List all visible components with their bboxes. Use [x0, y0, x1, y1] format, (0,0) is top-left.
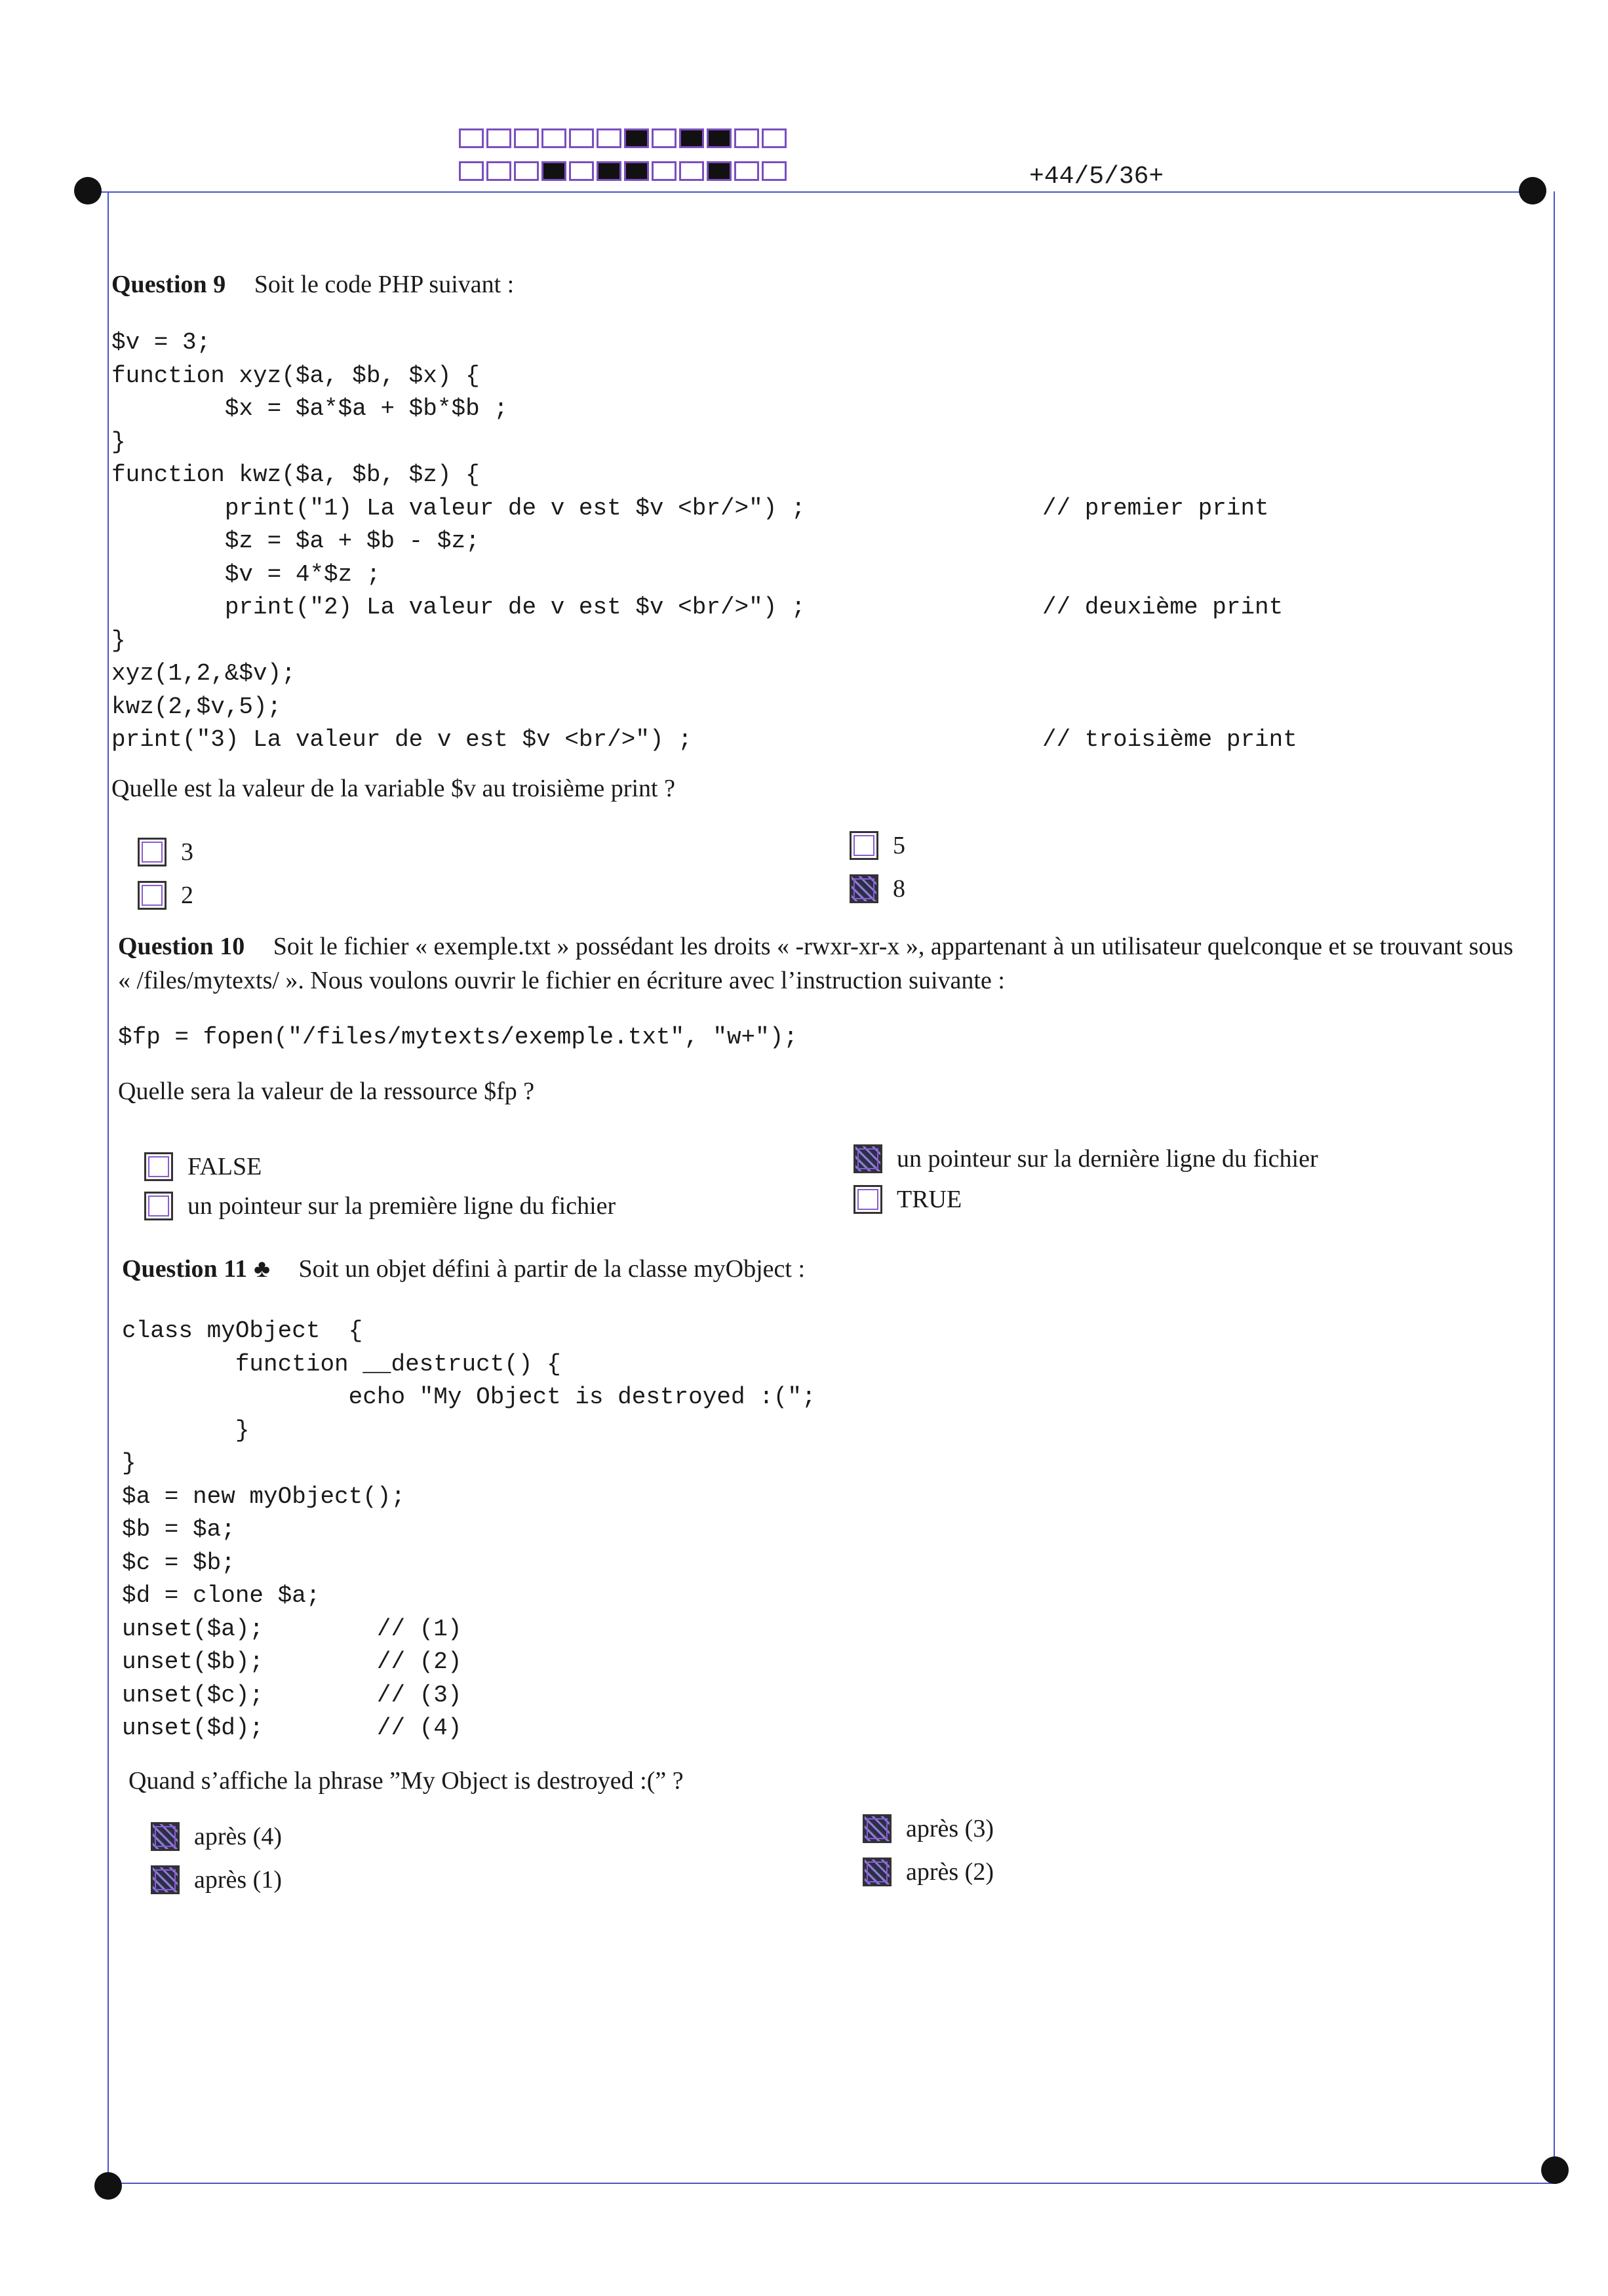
code-line: } — [122, 1450, 136, 1477]
id-code-cell — [514, 128, 539, 148]
id-code-cell — [514, 161, 539, 181]
id-code-cell — [624, 161, 649, 181]
page-id: +44/5/36+ — [1029, 163, 1164, 191]
code-line: $d = clone $a; — [122, 1582, 321, 1609]
answer-option[interactable]: après (4) — [151, 1822, 282, 1851]
code-line: unset($b); // (2) — [122, 1648, 462, 1675]
answer-option[interactable]: après (2) — [863, 1858, 994, 1886]
id-code-cell — [597, 128, 621, 148]
id-code-cell — [486, 128, 511, 148]
question-10-code: $fp = fopen("/files/mytexts/exemple.txt", "w+"); — [118, 1024, 798, 1051]
question-9-text: Soit le code PHP suivant : — [254, 271, 515, 298]
checkbox[interactable] — [144, 1192, 173, 1220]
question-9-label: Question 9 — [111, 271, 226, 298]
id-code-cell — [569, 161, 594, 181]
corner-mark-top-left — [74, 177, 102, 204]
id-code-cell — [459, 128, 484, 148]
id-code-cell — [624, 128, 649, 148]
answer-option[interactable]: 5 — [850, 831, 905, 860]
checkbox[interactable] — [863, 1814, 892, 1843]
checkbox[interactable] — [138, 838, 167, 866]
code-line — [111, 724, 1527, 757]
id-code-cell — [459, 161, 484, 181]
question-11-label: Question 11 ♣ — [122, 1255, 271, 1283]
question-9-code — [111, 326, 1527, 757]
code-line — [111, 625, 1527, 658]
code-line: unset($d); // (4) — [122, 1715, 462, 1741]
answer-option[interactable]: 8 — [850, 874, 905, 903]
corner-mark-bottom-right — [1541, 2156, 1569, 2184]
frame-left — [108, 191, 109, 2184]
code-comment: // premier print — [1042, 494, 1269, 522]
question-11-answers — [138, 1815, 1449, 1914]
checkbox[interactable] — [853, 1185, 882, 1214]
id-code-row-1 — [459, 128, 789, 148]
id-code-cell — [707, 161, 732, 181]
code-line — [111, 525, 1527, 558]
question-11-code — [122, 1315, 1499, 1745]
code-text: function kwz($a, $b, $z) { — [111, 461, 480, 488]
code-line: $b = $a; — [122, 1516, 235, 1543]
answer-option[interactable]: un pointeur sur la première ligne du fichier — [144, 1192, 616, 1220]
question-11-prompt: Quand s’affiche la phrase ”My Object is destroyed :(” ? — [128, 1766, 684, 1795]
answer-option[interactable]: 2 — [138, 881, 193, 910]
frame-right — [1554, 191, 1555, 2184]
code-text: kwz(2,$v,5); — [111, 693, 282, 720]
checkbox[interactable] — [151, 1865, 180, 1894]
code-line: } — [122, 1416, 250, 1444]
id-code-cell — [707, 128, 732, 148]
club-icon: ♣ — [254, 1255, 271, 1283]
checkbox[interactable] — [863, 1858, 892, 1886]
checkbox[interactable] — [144, 1152, 173, 1181]
checkbox[interactable] — [138, 881, 167, 910]
code-line — [111, 492, 1527, 526]
id-code-row-2 — [459, 161, 789, 181]
question-10-prompt: Quelle sera la valeur de la ressource $fp ? — [118, 1077, 535, 1105]
code-line: $a = new myObject(); — [122, 1483, 406, 1510]
question-10 — [118, 929, 1521, 1108]
frame-bottom — [108, 2183, 1557, 2184]
question-9-answers — [138, 832, 1449, 929]
code-line: class myObject { — [122, 1317, 363, 1344]
code-text: } — [111, 428, 126, 456]
id-code-cell — [597, 161, 621, 181]
code-text: print("1) La valeur de v est $v <br/>") ; — [111, 494, 806, 522]
id-code-cell — [652, 161, 677, 181]
id-code-cell — [569, 128, 594, 148]
answer-option[interactable]: après (1) — [151, 1865, 282, 1894]
id-code-cell — [679, 161, 704, 181]
question-10-text: Soit le fichier « exemple.txt » possédant les droits « -rwxr-xr-x », appartenant à un utilisateur quelconque et se trouvant sous « /files/mytexts/ ». Nous voulons ouvrir le fichier en écriture avec l’instruction suivante : — [118, 933, 1514, 994]
answer-option[interactable]: 3 — [138, 838, 193, 866]
question-10-label: Question 10 — [118, 933, 245, 960]
code-text: function xyz($a, $b, $x) { — [111, 362, 480, 389]
frame-top — [88, 191, 1534, 193]
id-code-cell — [486, 161, 511, 181]
question-11 — [122, 1252, 1499, 1798]
id-code-cell — [734, 128, 759, 148]
code-line: unset($a); // (1) — [122, 1615, 462, 1643]
code-line: $c = $b; — [122, 1549, 235, 1576]
question-10-answers — [138, 1145, 1449, 1244]
code-line — [111, 459, 1527, 492]
question-9 — [111, 267, 1527, 806]
question-11-text: Soit un objet défini à partir de la classe myObject : — [298, 1255, 805, 1283]
question-9-prompt: Quelle est la valeur de la variable $v au troisième print ? — [111, 774, 675, 802]
code-line — [111, 360, 1527, 393]
code-line: unset($c); // (3) — [122, 1681, 462, 1709]
code-line: function __destruct() { — [122, 1350, 561, 1378]
code-comment: // troisième print — [1042, 726, 1297, 753]
id-code-cell — [541, 161, 566, 181]
id-code-cell — [679, 128, 704, 148]
code-text: $v = 3; — [111, 329, 211, 356]
code-comment: // deuxième print — [1042, 594, 1284, 621]
code-text: $v = 4*$z ; — [111, 560, 381, 588]
corner-mark-bottom-left — [94, 2172, 122, 2200]
code-line — [111, 393, 1527, 426]
checkbox[interactable] — [850, 874, 878, 903]
code-text: $z = $a + $b - $z; — [111, 528, 480, 555]
code-text: } — [111, 627, 126, 654]
answer-option[interactable]: TRUE — [853, 1185, 962, 1214]
code-line — [111, 691, 1527, 724]
code-text: xyz(1,2,&$v); — [111, 660, 296, 687]
code-line: echo "My Object is destroyed :("; — [122, 1384, 816, 1411]
answer-option[interactable]: FALSE — [144, 1152, 262, 1181]
id-code-cell — [762, 161, 787, 181]
id-code-cell — [762, 128, 787, 148]
checkbox[interactable] — [850, 831, 878, 860]
code-line — [111, 558, 1527, 592]
code-text: print("3) La valeur de v est $v <br/>") ; — [111, 726, 692, 753]
code-text: print("2) La valeur de v est $v <br/>") ; — [111, 594, 806, 621]
code-line — [111, 326, 1527, 360]
code-line — [111, 657, 1527, 691]
id-code-cell — [652, 128, 677, 148]
code-line — [111, 426, 1527, 459]
code-text: $x = $a*$a + $b*$b ; — [111, 395, 508, 422]
answer-option[interactable]: un pointeur sur la dernière ligne du fichier — [853, 1144, 1318, 1173]
corner-mark-top-right — [1519, 177, 1546, 204]
checkbox[interactable] — [853, 1144, 882, 1173]
checkbox[interactable] — [151, 1822, 180, 1851]
id-code-cell — [734, 161, 759, 181]
id-code-cell — [541, 128, 566, 148]
answer-option[interactable]: après (3) — [863, 1814, 994, 1843]
code-line — [111, 591, 1527, 625]
